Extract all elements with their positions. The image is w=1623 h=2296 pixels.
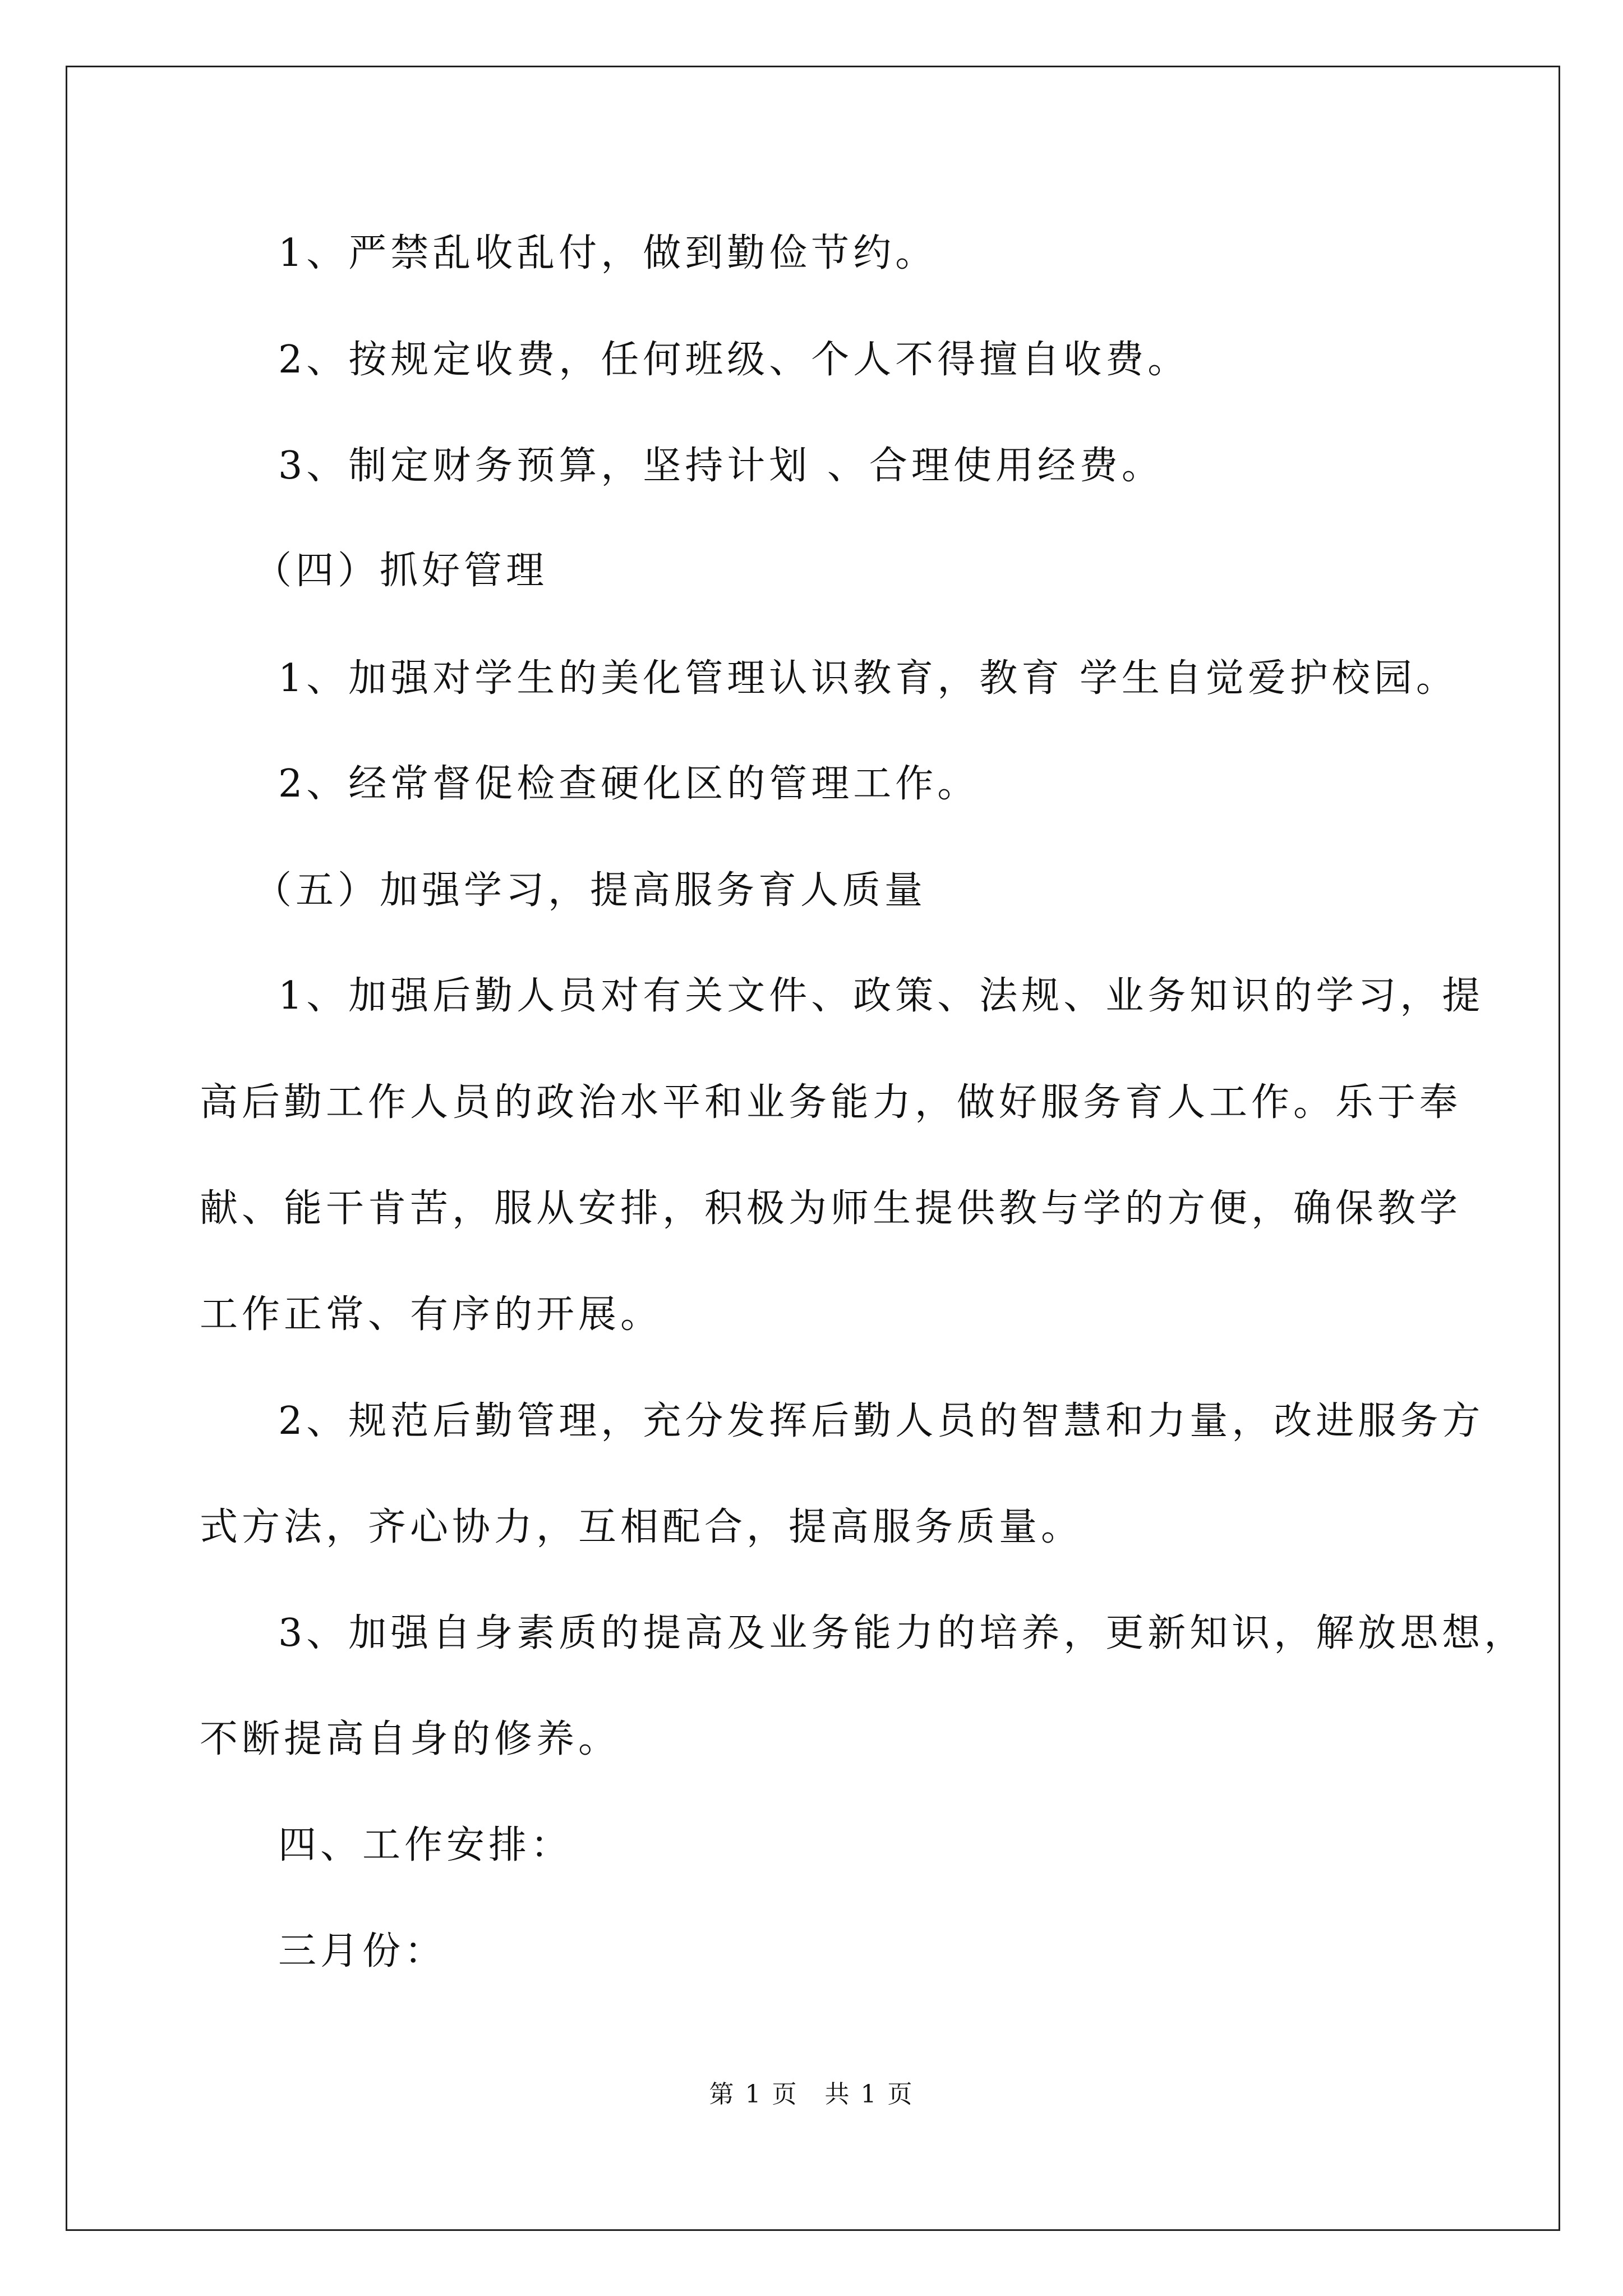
paragraph-line-2: 高后勤工作人员的政治水平和业务能力，做好服务育人工作。乐于奉 <box>200 1080 1462 1125</box>
paragraph-line-4: 工作正常、有序的开展。 <box>200 1292 663 1337</box>
paragraph3-line-2: 不断提高自身的修养。 <box>200 1717 621 1761</box>
month-label-march: 三月份： <box>278 1929 447 1973</box>
page-border <box>66 66 1560 2231</box>
text-line-1: 1、严禁乱收乱付，做到勤俭节约。 <box>278 231 938 275</box>
text-line-6: 2、经常督促检查硬化区的管理工作。 <box>278 762 980 806</box>
paragraph-line-1: 1、加强后勤人员对有关文件、政策、法规、业务知识的学习，提 <box>278 974 1484 1018</box>
paragraph-line-3: 献、能干肯苦，服从安排，积极为师生提供教与学的方便，确保教学 <box>200 1186 1462 1231</box>
paragraph2-line-2: 式方法，齐心协力，互相配合，提高服务质量。 <box>200 1505 1083 1549</box>
paragraph2-line-1: 2、规范后勤管理，充分发挥后勤人员的智慧和力量，改进服务方 <box>278 1399 1484 1443</box>
section-heading-work-plan: 四、工作安排： <box>278 1823 573 1867</box>
text-line-3: 3、制定财务预算，坚持计划 、合理使用经费。 <box>278 444 1164 488</box>
text-line-5: 1、加强对学生的美化管理认识教育，教育 学生自觉爱护校园。 <box>278 656 1458 701</box>
paragraph3-line-1: 3、加强自身素质的提高及业务能力的培养，更新知识，解放思想， <box>278 1611 1527 1655</box>
page-indicator: 第 1 页 共 1 页 <box>709 2080 914 2109</box>
section-heading-4: （四）抓好管理 <box>253 549 548 593</box>
text-line-2: 2、按规定收费，任何班级、个人不得擅自收费。 <box>278 338 1190 382</box>
section-heading-5: （五）加强学习，提高服务育人质量 <box>253 868 927 913</box>
